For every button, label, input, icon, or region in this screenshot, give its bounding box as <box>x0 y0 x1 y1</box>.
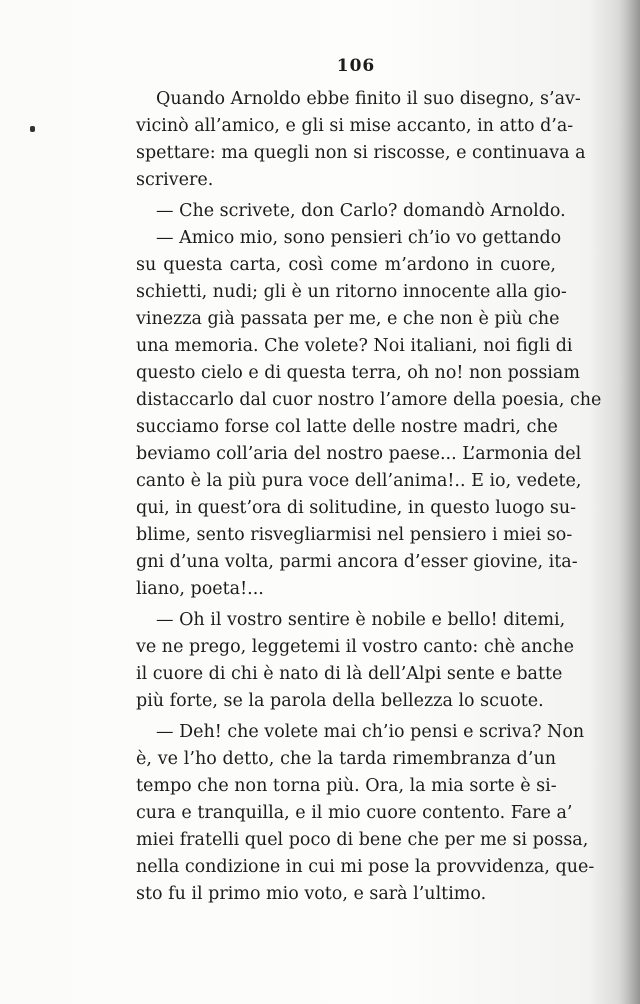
text-line: sto fu il primo mio voto, e sarà l’ultimo. <box>136 884 487 904</box>
text-line: — Che scrivete, don Carlo? domandò Arnoldo. <box>156 201 566 221</box>
text-line: una memoria. Che volete? Noi italiani, noi figli di <box>136 336 573 356</box>
text-line: — Oh il vostro sentire è nobile e bello! ditemi, <box>156 610 566 630</box>
text-line: nella condizione in cui mi pose la provvidenza, que- <box>136 857 595 877</box>
text-line: blime, sento risvegliarmisi nel pensiero i miei so- <box>136 525 573 545</box>
text-line: è, ve l’ho detto, che la tarda rimembranza d’un <box>136 749 556 769</box>
page-number: 106 <box>336 56 376 76</box>
text-line: vinezza già passata per me, e che non è più che <box>136 309 560 329</box>
text-line: più forte, se la parola della bellezza lo scuote. <box>136 691 544 711</box>
text-line: — Amico mio, sono pensieri ch’io vo gettando <box>156 228 562 248</box>
text-line: cura e tranquilla, e il mio cuore contento. Fare a’ <box>136 803 573 823</box>
text-line: miei fratelli quel poco di bene che per me si possa, <box>136 830 589 850</box>
text-line: tempo che non torna più. Ora, la mia sorte è si- <box>136 776 557 796</box>
text-line: qui, in quest’ora di solitudine, in questo luogo su- <box>136 498 577 518</box>
text-line: gni d’una volta, parmi ancora d’esser giovine, ita- <box>136 552 578 572</box>
text-line: canto è la più pura voce dell’anima!.. E io, vedete, <box>136 471 582 491</box>
text-line: questo cielo e di questa terra, oh no! non possiam <box>136 363 580 383</box>
body-text <box>136 86 602 908</box>
page-edge-shadow <box>618 0 640 1004</box>
text-line: scrivere. <box>136 170 214 190</box>
text-line: Quando Arnoldo ebbe finito il suo disegno, s’av- <box>156 89 581 109</box>
text-line: liano, poeta!... <box>136 579 264 599</box>
text-line: il cuore di chi è nato di là dell’Alpi sente e batte <box>136 664 563 684</box>
text-line: ve ne prego, leggetemi il vostro canto: chè anche <box>136 637 574 657</box>
text-line: su questa carta, così come m’ardono in cuore, <box>136 255 556 275</box>
text-line: vicinò all’amico, e gli si mise accanto, in atto d’a- <box>136 116 574 136</box>
text-line: succiamo forse col latte delle nostre madri, che <box>136 417 558 437</box>
text-line: spettare: ma quegli non si riscosse, e continuava a <box>136 143 586 163</box>
ink-speck <box>30 126 35 132</box>
text-line: schietti, nudi; gli è un ritorno innocente alla gio- <box>136 282 567 302</box>
text-line: distaccarlo dal cuor nostro l’amore della poesia, che <box>136 390 602 410</box>
text-line: beviamo coll’aria del nostro paese... L’armonia del <box>136 444 582 464</box>
text-line: — Deh! che volete mai ch’io pensi e scriva? Non <box>156 722 585 742</box>
